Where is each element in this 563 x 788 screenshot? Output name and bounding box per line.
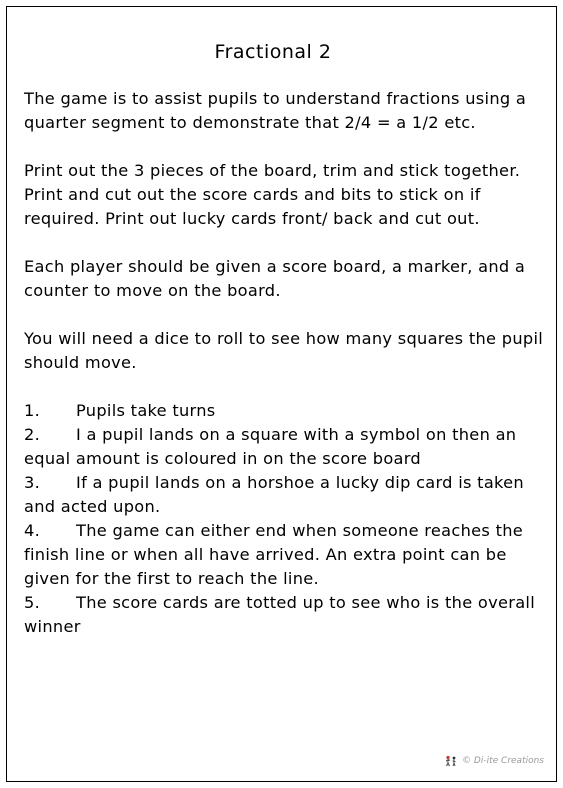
footer-credit (443, 755, 544, 767)
rule-text: Pupils take turns (76, 401, 216, 420)
rule-number: 5. (24, 593, 41, 612)
rule-item (24, 399, 556, 423)
rule-item (24, 519, 556, 591)
stick-figure-logo-icon (443, 755, 459, 767)
rules-list (24, 399, 556, 639)
intro-paragraph: The game is to assist pupils to understand fractions using a quarter segment to demonstrate that 2/4 = a 1/2 etc. (24, 89, 527, 132)
rule-number: 3. (24, 473, 41, 492)
rule-number: 4. (24, 521, 41, 540)
materials-paragraph: Each player should be given a score board, a marker, and a counter to move on the board. (24, 257, 526, 300)
rule-item (24, 471, 556, 519)
rule-text: I a pupil lands on a square with a symbol on then an equal amount is coloured in on the score board (24, 425, 517, 468)
rule-number: 2. (24, 425, 41, 444)
instructions-body (24, 87, 556, 639)
dice-paragraph: You will need a dice to roll to see how many squares the pupil should move. (24, 329, 544, 372)
printing-paragraph: Print out the 3 pieces of the board, trim and stick together. Print and cut out the score cards and bits to stick on if required. Print out lucky cards front/ back and cut out. (24, 161, 521, 228)
rule-item (24, 591, 556, 639)
rule-text: The score cards are totted up to see who is the overall winner (24, 593, 536, 636)
rule-text: The game can either end when someone reaches the finish line or when all have arrived. An extra point can be given for the first to reach the line. (24, 521, 524, 588)
page-border (6, 6, 557, 782)
rule-number: 1. (24, 401, 41, 420)
credit-text: © Di-ite Creations (462, 756, 544, 766)
rule-item (24, 423, 556, 471)
rule-text: If a pupil lands on a horshoe a lucky dip card is taken and acted upon. (24, 473, 524, 516)
page-title: Fractional 2 (214, 41, 332, 63)
